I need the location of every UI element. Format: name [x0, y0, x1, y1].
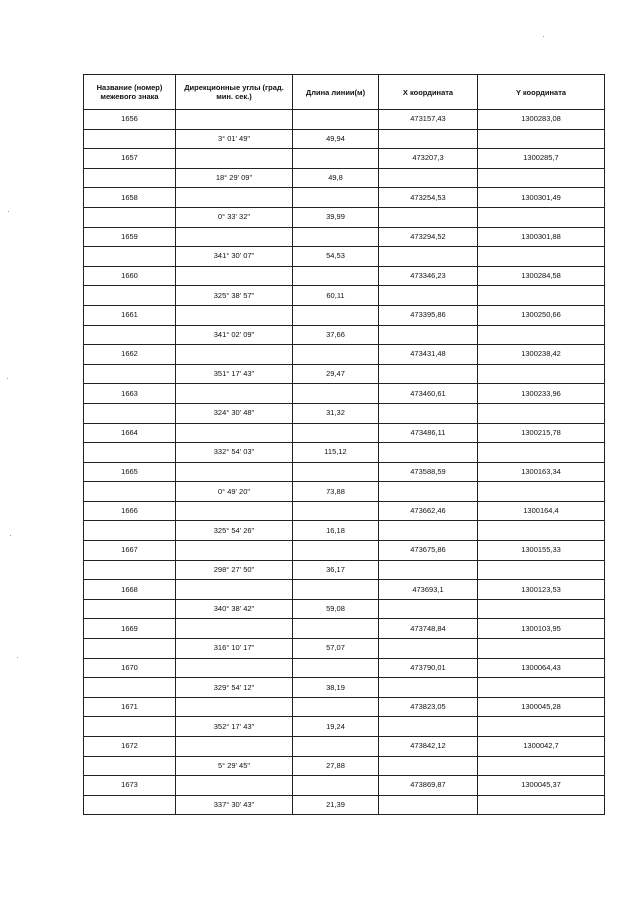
line-length: 21,39: [293, 795, 379, 815]
x-coordinate: 473157,43: [379, 110, 478, 130]
point-row: [84, 110, 605, 130]
point-length-empty: [293, 501, 379, 521]
point-name: 1660: [84, 266, 176, 286]
point-name: 1668: [84, 580, 176, 600]
point-name: 1659: [84, 227, 176, 247]
point-name: 1661: [84, 305, 176, 325]
segment-row: [84, 286, 605, 306]
segment-name-empty: [84, 599, 176, 619]
header-y-coordinate: Y координата: [478, 75, 605, 110]
segment-name-empty: [84, 717, 176, 737]
line-length: 38,19: [293, 678, 379, 698]
line-length: 59,08: [293, 599, 379, 619]
segment-row: [84, 403, 605, 423]
point-row: [84, 658, 605, 678]
scan-speck: [543, 36, 544, 37]
segment-name-empty: [84, 639, 176, 659]
line-length: 60,11: [293, 286, 379, 306]
point-length-empty: [293, 384, 379, 404]
point-length-empty: [293, 149, 379, 169]
direction-angle: 341° 02' 09": [176, 325, 293, 345]
scan-speck: [8, 211, 9, 212]
segment-name-empty: [84, 168, 176, 188]
segment-x-empty: [379, 129, 478, 149]
y-coordinate: 1300301,88: [478, 227, 605, 247]
point-name: 1662: [84, 345, 176, 365]
point-row: [84, 188, 605, 208]
point-angle-empty: [176, 619, 293, 639]
segment-row: [84, 325, 605, 345]
x-coordinate: 473460,61: [379, 384, 478, 404]
segment-row: [84, 521, 605, 541]
point-row: [84, 619, 605, 639]
line-length: 73,88: [293, 482, 379, 502]
x-coordinate: 473294,52: [379, 227, 478, 247]
x-coordinate: 473790,01: [379, 658, 478, 678]
point-name: 1664: [84, 423, 176, 443]
point-angle-empty: [176, 697, 293, 717]
direction-angle: 340° 38' 42": [176, 599, 293, 619]
point-angle-empty: [176, 384, 293, 404]
segment-x-empty: [379, 560, 478, 580]
segment-name-empty: [84, 247, 176, 267]
scan-speck: [10, 535, 11, 536]
segment-row: [84, 678, 605, 698]
direction-angle: 337° 30' 43": [176, 795, 293, 815]
x-coordinate: 473431,48: [379, 345, 478, 365]
point-name: 1673: [84, 776, 176, 796]
point-length-empty: [293, 737, 379, 757]
segment-x-empty: [379, 756, 478, 776]
y-coordinate: 1300042,7: [478, 737, 605, 757]
direction-angle: 3° 01' 49": [176, 129, 293, 149]
point-row: [84, 384, 605, 404]
line-length: 39,99: [293, 207, 379, 227]
segment-name-empty: [84, 325, 176, 345]
segment-name-empty: [84, 403, 176, 423]
header-direction-angle: Дирекционные углы (град. мин. сек.): [176, 75, 293, 110]
point-name: 1665: [84, 462, 176, 482]
line-length: 29,47: [293, 364, 379, 384]
point-angle-empty: [176, 188, 293, 208]
segment-y-empty: [478, 756, 605, 776]
y-coordinate: 1300283,08: [478, 110, 605, 130]
table-body: [84, 110, 605, 815]
y-coordinate: 1300301,49: [478, 188, 605, 208]
point-name: 1658: [84, 188, 176, 208]
header-x-coordinate: X координата: [379, 75, 478, 110]
y-coordinate: 1300123,53: [478, 580, 605, 600]
direction-angle: 0° 49' 20": [176, 482, 293, 502]
point-name: 1666: [84, 501, 176, 521]
line-length: 36,17: [293, 560, 379, 580]
point-angle-empty: [176, 149, 293, 169]
point-row: [84, 423, 605, 443]
direction-angle: 325° 38' 57": [176, 286, 293, 306]
point-name: 1667: [84, 541, 176, 561]
y-coordinate: 1300285,7: [478, 149, 605, 169]
point-angle-empty: [176, 658, 293, 678]
point-angle-empty: [176, 776, 293, 796]
x-coordinate: 473662,46: [379, 501, 478, 521]
header-point-name: Название (номер) межевого знака: [84, 75, 176, 110]
direction-angle: 5° 29' 45": [176, 756, 293, 776]
y-coordinate: 1300045,37: [478, 776, 605, 796]
segment-row: [84, 364, 605, 384]
segment-row: [84, 247, 605, 267]
segment-y-empty: [478, 286, 605, 306]
y-coordinate: 1300215,78: [478, 423, 605, 443]
segment-x-empty: [379, 599, 478, 619]
point-angle-empty: [176, 501, 293, 521]
segment-name-empty: [84, 443, 176, 463]
point-length-empty: [293, 619, 379, 639]
y-coordinate: 1300250,66: [478, 305, 605, 325]
segment-name-empty: [84, 286, 176, 306]
point-length-empty: [293, 266, 379, 286]
header-line-length: Длина линии(м): [293, 75, 379, 110]
segment-name-empty: [84, 678, 176, 698]
point-angle-empty: [176, 305, 293, 325]
segment-y-empty: [478, 521, 605, 541]
segment-name-empty: [84, 521, 176, 541]
x-coordinate: 473693,1: [379, 580, 478, 600]
segment-x-empty: [379, 364, 478, 384]
point-row: [84, 462, 605, 482]
line-length: 37,66: [293, 325, 379, 345]
segment-y-empty: [478, 168, 605, 188]
point-length-empty: [293, 580, 379, 600]
segment-name-empty: [84, 129, 176, 149]
line-length: 31,32: [293, 403, 379, 423]
x-coordinate: 473675,86: [379, 541, 478, 561]
scan-speck: [7, 378, 8, 379]
line-length: 49,8: [293, 168, 379, 188]
point-angle-empty: [176, 345, 293, 365]
direction-angle: 329° 54' 12": [176, 678, 293, 698]
line-length: 16,18: [293, 521, 379, 541]
point-angle-empty: [176, 110, 293, 130]
table-header: [84, 75, 605, 110]
x-coordinate: 473254,53: [379, 188, 478, 208]
direction-angle: 325° 54' 26": [176, 521, 293, 541]
segment-name-empty: [84, 482, 176, 502]
segment-y-empty: [478, 403, 605, 423]
point-row: [84, 266, 605, 286]
boundary-coordinates-table: [83, 74, 605, 815]
y-coordinate: 1300064,43: [478, 658, 605, 678]
point-angle-empty: [176, 423, 293, 443]
y-coordinate: 1300045,28: [478, 697, 605, 717]
point-angle-empty: [176, 266, 293, 286]
line-length: 49,94: [293, 129, 379, 149]
line-length: 19,24: [293, 717, 379, 737]
x-coordinate: 473869,87: [379, 776, 478, 796]
point-row: [84, 541, 605, 561]
x-coordinate: 473486,11: [379, 423, 478, 443]
y-coordinate: 1300103,95: [478, 619, 605, 639]
segment-y-empty: [478, 560, 605, 580]
point-name: 1672: [84, 737, 176, 757]
line-length: 115,12: [293, 443, 379, 463]
segment-y-empty: [478, 795, 605, 815]
segment-x-empty: [379, 795, 478, 815]
line-length: 54,53: [293, 247, 379, 267]
point-length-empty: [293, 345, 379, 365]
segment-row: [84, 756, 605, 776]
segment-row: [84, 443, 605, 463]
point-row: [84, 501, 605, 521]
direction-angle: 352° 17' 43": [176, 717, 293, 737]
segment-name-empty: [84, 756, 176, 776]
x-coordinate: 473748,84: [379, 619, 478, 639]
segment-y-empty: [478, 482, 605, 502]
direction-angle: 316° 10' 17": [176, 639, 293, 659]
point-name: 1669: [84, 619, 176, 639]
segment-row: [84, 599, 605, 619]
segment-row: [84, 207, 605, 227]
segment-x-empty: [379, 325, 478, 345]
segment-x-empty: [379, 168, 478, 188]
point-angle-empty: [176, 227, 293, 247]
point-length-empty: [293, 423, 379, 443]
segment-x-empty: [379, 403, 478, 423]
segment-y-empty: [478, 207, 605, 227]
direction-angle: 324° 30' 48": [176, 403, 293, 423]
x-coordinate: 473395,86: [379, 305, 478, 325]
direction-angle: 341° 30' 07": [176, 247, 293, 267]
x-coordinate: 473346,23: [379, 266, 478, 286]
point-name: 1670: [84, 658, 176, 678]
segment-y-empty: [478, 678, 605, 698]
segment-row: [84, 795, 605, 815]
point-row: [84, 580, 605, 600]
point-length-empty: [293, 110, 379, 130]
direction-angle: 0° 33' 32": [176, 207, 293, 227]
y-coordinate: 1300164,4: [478, 501, 605, 521]
point-row: [84, 345, 605, 365]
point-angle-empty: [176, 737, 293, 757]
segment-x-empty: [379, 443, 478, 463]
segment-x-empty: [379, 207, 478, 227]
segment-x-empty: [379, 639, 478, 659]
point-angle-empty: [176, 462, 293, 482]
direction-angle: 332° 54' 03": [176, 443, 293, 463]
segment-y-empty: [478, 599, 605, 619]
y-coordinate: 1300238,42: [478, 345, 605, 365]
point-angle-empty: [176, 580, 293, 600]
segment-row: [84, 129, 605, 149]
scan-speck: [17, 657, 18, 658]
segment-y-empty: [478, 247, 605, 267]
segment-name-empty: [84, 795, 176, 815]
direction-angle: 18° 29' 09": [176, 168, 293, 188]
point-length-empty: [293, 697, 379, 717]
segment-x-empty: [379, 678, 478, 698]
point-name: 1671: [84, 697, 176, 717]
point-length-empty: [293, 227, 379, 247]
x-coordinate: 473207,3: [379, 149, 478, 169]
point-length-empty: [293, 462, 379, 482]
direction-angle: 298° 27' 50": [176, 560, 293, 580]
point-length-empty: [293, 541, 379, 561]
line-length: 27,88: [293, 756, 379, 776]
x-coordinate: 473588,59: [379, 462, 478, 482]
point-name: 1657: [84, 149, 176, 169]
point-name: 1663: [84, 384, 176, 404]
point-length-empty: [293, 776, 379, 796]
x-coordinate: 473823,05: [379, 697, 478, 717]
segment-x-empty: [379, 247, 478, 267]
segment-y-empty: [478, 129, 605, 149]
line-length: 57,07: [293, 639, 379, 659]
point-length-empty: [293, 658, 379, 678]
point-row: [84, 697, 605, 717]
point-row: [84, 305, 605, 325]
segment-row: [84, 482, 605, 502]
segment-y-empty: [478, 639, 605, 659]
point-row: [84, 149, 605, 169]
point-angle-empty: [176, 541, 293, 561]
point-row: [84, 737, 605, 757]
segment-y-empty: [478, 717, 605, 737]
x-coordinate: 473842,12: [379, 737, 478, 757]
header-row: [84, 75, 605, 110]
segment-x-empty: [379, 521, 478, 541]
y-coordinate: 1300284,58: [478, 266, 605, 286]
point-row: [84, 776, 605, 796]
y-coordinate: 1300233,96: [478, 384, 605, 404]
y-coordinate: 1300155,33: [478, 541, 605, 561]
segment-name-empty: [84, 364, 176, 384]
segment-x-empty: [379, 482, 478, 502]
point-row: [84, 227, 605, 247]
segment-x-empty: [379, 286, 478, 306]
segment-row: [84, 168, 605, 188]
point-name: 1656: [84, 110, 176, 130]
segment-row: [84, 560, 605, 580]
segment-name-empty: [84, 207, 176, 227]
point-length-empty: [293, 305, 379, 325]
segment-y-empty: [478, 325, 605, 345]
segment-row: [84, 717, 605, 737]
segment-x-empty: [379, 717, 478, 737]
segment-name-empty: [84, 560, 176, 580]
segment-y-empty: [478, 443, 605, 463]
direction-angle: 351° 17' 43": [176, 364, 293, 384]
segment-y-empty: [478, 364, 605, 384]
segment-row: [84, 639, 605, 659]
point-length-empty: [293, 188, 379, 208]
y-coordinate: 1300163,34: [478, 462, 605, 482]
